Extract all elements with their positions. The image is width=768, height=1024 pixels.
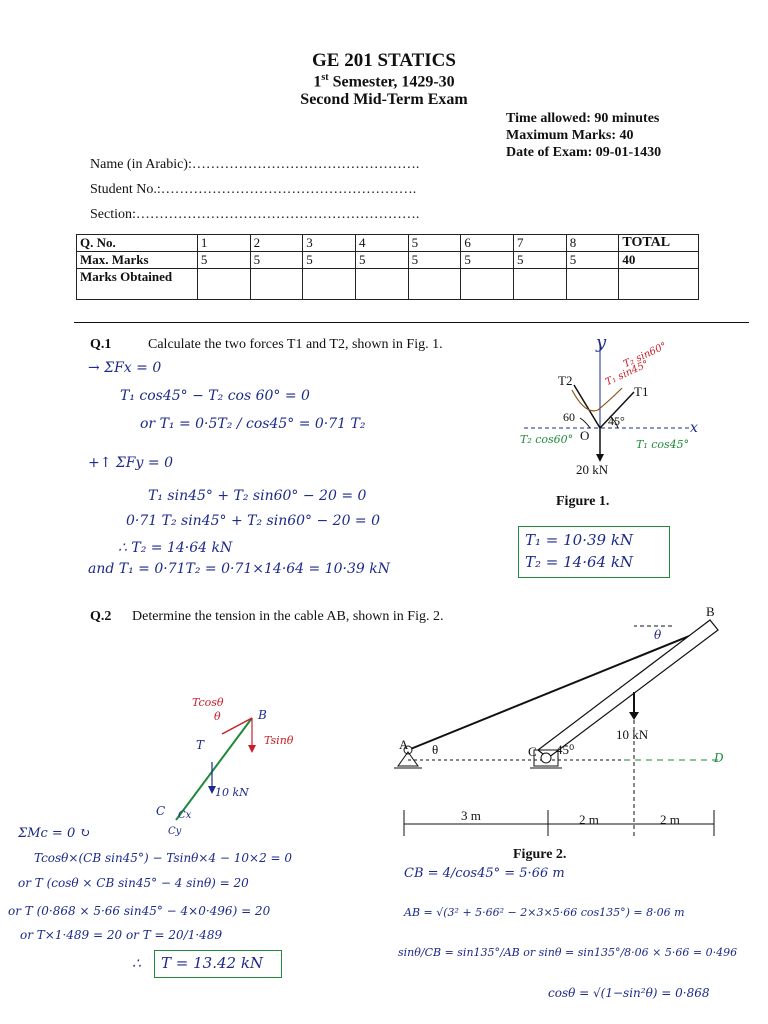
time-allowed: Time allowed: 90 minutes	[506, 111, 660, 126]
semester-text: Semester, 1429-30	[332, 73, 455, 91]
fbd-tcos-label: Tcosθ	[192, 696, 224, 709]
q1-work-line: or T₁ = 0·5T₂ / cos45° = 0·71 T₂	[140, 416, 366, 432]
fig2-dim-2m-b: 2 m	[660, 812, 680, 827]
table-cell	[566, 269, 619, 300]
q1-answer-t2: T₂ = 14·64 kN	[525, 553, 634, 571]
q1-question: Calculate the two forces T1 and T2, shown in Fig. 1.	[148, 337, 443, 352]
table-cell: Q. No.	[77, 235, 198, 252]
q2-work-line: or T×1·489 = 20 or T = 20/1·489	[20, 928, 223, 942]
figure-1	[510, 330, 720, 480]
q1-answer-t1: T₁ = 10·39 kN	[525, 531, 634, 549]
q2-work-line: or T (0·868 × 5·66 sin45° − 4×0·496) = 20	[8, 904, 271, 918]
q2-work-line: Tcosθ×(CB sin45°) − Tsinθ×4 − 10×2 = 0	[34, 851, 293, 865]
fbd-cy-label: Cy	[168, 826, 182, 837]
geometry-line: sinθ/CB = sin135°/AB or sinθ = sin135°/8·06 × 5·66 = 0·496	[398, 946, 738, 959]
table-cell: 5	[408, 252, 461, 269]
q1-work-line: ∴ T₂ = 14·64 kN	[118, 540, 233, 556]
table-row	[77, 235, 699, 252]
exam-date: Date of Exam: 09-01-1430	[506, 145, 662, 160]
q1-work-line: +↑ ΣFy = 0	[88, 455, 173, 471]
tension-vector	[222, 718, 252, 734]
geometry-line: cosθ = √(1−sin²θ) = 0·868	[548, 986, 710, 1000]
exam-title: Second Mid-Term Exam	[300, 91, 468, 108]
fig2-angle45: 45⁰	[556, 742, 575, 757]
fig2-dim-3m: 3 m	[461, 808, 481, 823]
q1-work-line: 0·71 T₂ sin45° + T₂ sin60° − 20 = 0	[126, 513, 381, 529]
table-cell: TOTAL	[619, 235, 699, 252]
figure-2	[374, 600, 734, 840]
fig2-theta-a: θ	[432, 742, 439, 757]
member-cb	[176, 718, 252, 820]
q2-work-line: ΣMc = 0 ↻	[18, 826, 91, 841]
table-cell: 8	[566, 235, 619, 252]
cable-ab	[408, 626, 714, 750]
q1-work-line: → ΣFx = 0	[88, 360, 162, 376]
fig1-caption: Figure 1.	[556, 494, 610, 509]
fig1-t1-label: T1	[634, 384, 649, 399]
fig2-b-label: B	[706, 604, 715, 619]
semester-sup: st	[321, 72, 329, 83]
fig1-angle60: 60	[563, 410, 575, 424]
table-row	[77, 252, 699, 269]
student-number-field: Student No.:……………………………………………….	[90, 182, 417, 197]
pin-c	[541, 753, 551, 763]
table-cell	[408, 269, 461, 300]
tsin-arrow-head	[248, 745, 256, 753]
fig2-dim-2m-a: 2 m	[579, 812, 599, 827]
fig1-t2-label: T2	[558, 373, 573, 388]
table-row	[77, 269, 699, 300]
table-cell: 5	[303, 252, 356, 269]
section-field: Section:…………………………………………………….	[90, 207, 420, 222]
geometry-line: AB = √(3² + 5·66² − 2×3×5·66 cos135°) = 8·06 m	[404, 906, 685, 919]
table-cell: 5	[514, 252, 567, 269]
table-cell	[250, 269, 303, 300]
fig1-load-label: 20 kN	[576, 462, 609, 477]
table-cell: 40	[619, 252, 699, 269]
table-cell: 5	[250, 252, 303, 269]
semester	[0, 72, 768, 91]
table-cell	[303, 269, 356, 300]
q1-answer-box	[518, 526, 670, 578]
q1-number: Q.1	[90, 337, 112, 352]
q1-work-line: T₁ sin45° + T₂ sin60° − 20 = 0	[148, 488, 367, 504]
table-cell: Max. Marks	[77, 252, 198, 269]
fbd-c-label: C	[156, 804, 166, 818]
fig1-t2cos-label: T₂ cos60°	[520, 433, 574, 446]
fig2-d-label: D	[714, 751, 724, 765]
q2-question: Determine the tension in the cable AB, shown in Fig. 2.	[132, 609, 444, 624]
table-cell	[619, 269, 699, 300]
fig1-y-label: y	[596, 332, 607, 353]
hand-curve	[572, 388, 622, 411]
q2-answer-box	[154, 950, 282, 978]
section-divider	[74, 322, 749, 323]
t2-vector	[574, 385, 600, 428]
fig2-load-label: 10 kN	[616, 727, 649, 742]
fig1-angle45: 45°	[608, 414, 625, 428]
course-title: GE 201 STATICS	[312, 50, 456, 71]
fig2-theta-b: θ	[654, 628, 662, 642]
marks-table	[76, 234, 699, 300]
table-cell: 6	[461, 235, 514, 252]
table-cell	[461, 269, 514, 300]
table-cell	[514, 269, 567, 300]
fig2-caption: Figure 2.	[513, 847, 567, 862]
q1-work-line: T₁ cos45° − T₂ cos 60° = 0	[120, 388, 310, 404]
geometry-line: CB = 4/cos45° = 5·66 m	[404, 866, 565, 881]
fig1-t1sin-label: T₁ sin45°	[603, 358, 651, 389]
table-cell: 5	[408, 235, 461, 252]
table-cell	[355, 269, 408, 300]
table-cell: 4	[355, 235, 408, 252]
fig1-x-label: x	[690, 420, 698, 436]
table-cell	[197, 269, 250, 300]
fig2-a-label: A	[399, 737, 409, 752]
fbd-b-label: B	[258, 708, 267, 722]
angle-60-arc	[580, 418, 590, 428]
fbd-t-label: T	[196, 738, 205, 752]
table-cell: 5	[566, 252, 619, 269]
fbd-tsin-label: Tsinθ	[264, 734, 294, 747]
q2-work-line: or T (cosθ × CB sin45° − 4 sinθ) = 20	[18, 876, 249, 890]
table-cell: 5	[461, 252, 514, 269]
fbd-cx-label: Cx	[178, 810, 192, 821]
fbd-load-label: 10 kN	[215, 786, 249, 799]
table-cell: 5	[355, 252, 408, 269]
fig1-t1cos-label: T₁ cos45°	[636, 438, 690, 451]
q2-answer: T = 13.42 kN	[161, 954, 264, 972]
q2-answer-prefix: ∴	[132, 956, 141, 972]
table-cell: 3	[303, 235, 356, 252]
maximum-marks: Maximum Marks: 40	[506, 128, 634, 143]
q2-number: Q.2	[90, 609, 112, 624]
q1-work-line: and T₁ = 0·71T₂ = 0·71×14·64 = 10·39 kN	[88, 561, 390, 577]
table-cell: 2	[250, 235, 303, 252]
semester-number: 1	[313, 73, 322, 91]
table-cell: 1	[197, 235, 250, 252]
name-field: Name (in Arabic):………………………………………….	[90, 157, 420, 172]
fbd-theta: θ	[214, 710, 221, 723]
fig1-t2sin-label: T₂ sin60°	[621, 340, 669, 371]
table-cell: Marks Obtained	[77, 269, 198, 300]
table-cell: 5	[197, 252, 250, 269]
table-cell: 7	[514, 235, 567, 252]
fig2-c-label: C	[528, 744, 537, 759]
load-arrow-head	[596, 454, 604, 462]
load-arrow-head	[629, 712, 639, 720]
fig1-origin: O	[580, 428, 590, 443]
